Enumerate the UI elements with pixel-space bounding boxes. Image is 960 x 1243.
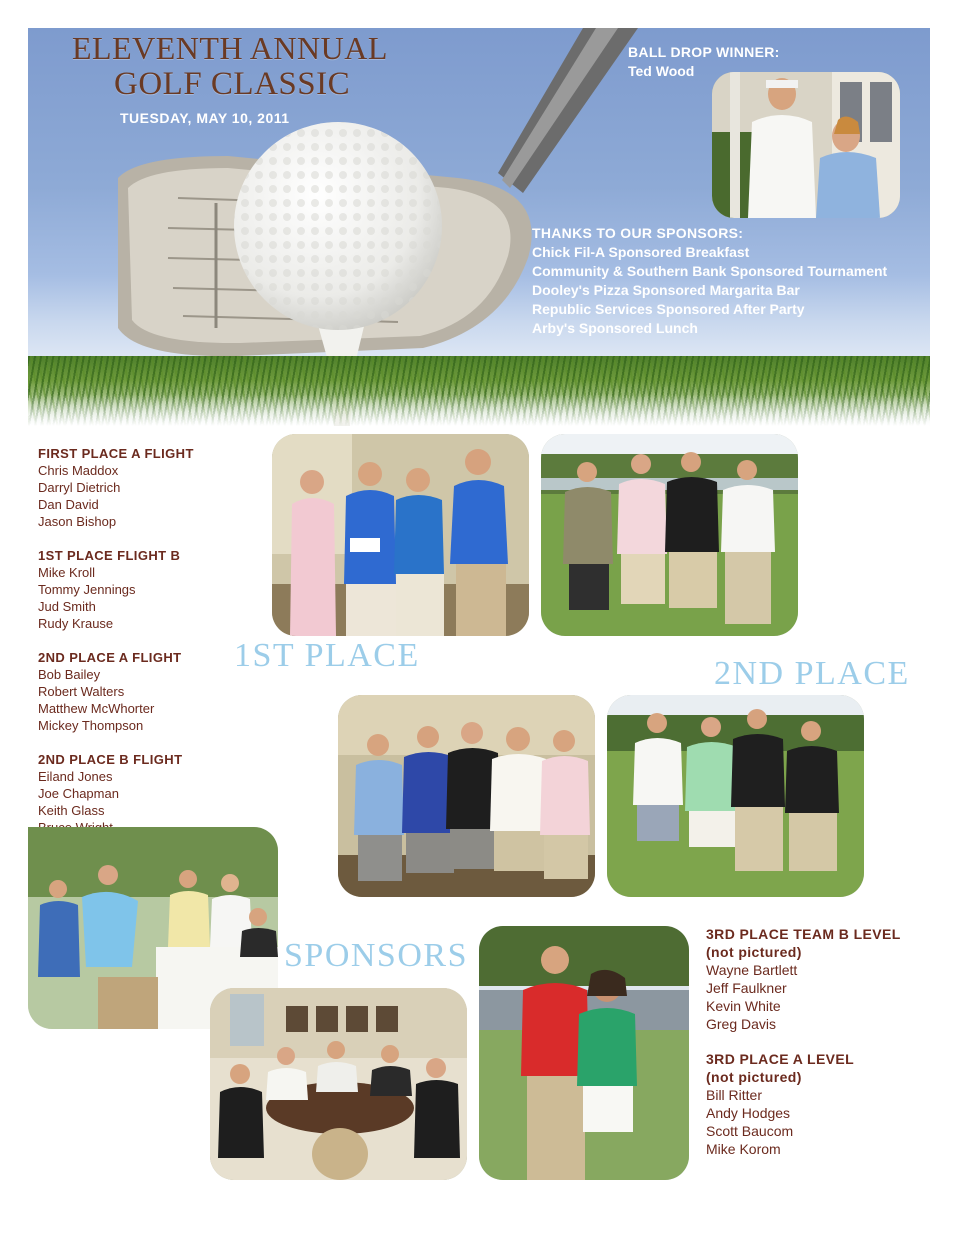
second-place-photo-a <box>338 695 595 897</box>
player-name: Jud Smith <box>38 599 96 614</box>
player-name: Scott Baucom <box>706 1123 794 1139</box>
player-name: Kevin White <box>706 998 781 1014</box>
sponsors-label: SPONSORS <box>284 937 468 974</box>
flight-heading: 1ST PLACE FLIGHT B <box>38 548 181 563</box>
player-name: Joe Chapman <box>38 786 119 801</box>
sponsor-line: Republic Services Sponsored After Party <box>532 301 805 317</box>
second-place-photo-b <box>607 695 864 897</box>
player-name: Bill Ritter <box>706 1087 763 1103</box>
player-name: Mickey Thompson <box>38 718 144 733</box>
player-name: Keith Glass <box>38 803 105 818</box>
player-name: Jason Bishop <box>38 514 117 529</box>
player-name: Darryl Dietrich <box>38 480 121 495</box>
player-name: Wayne Bartlett <box>706 962 798 978</box>
first-place-photo-b <box>541 434 798 636</box>
third-place-heading: 3RD PLACE A LEVEL <box>706 1051 855 1067</box>
flight-heading: 2ND PLACE B FLIGHT <box>38 752 183 767</box>
sponsor-pair-photo <box>479 926 689 1180</box>
not-pictured-note: (not pictured) <box>706 944 802 960</box>
ball-drop-photo <box>712 72 900 218</box>
sponsors-thanks-block <box>532 224 930 338</box>
first-place-photo-a <box>272 434 529 636</box>
not-pictured-note: (not pictured) <box>706 1069 802 1085</box>
grass-strip <box>28 356 930 426</box>
sponsor-line: Community & Southern Bank Sponsored Tournament <box>532 263 888 279</box>
event-title-line2: GOLF CLASSIC <box>114 66 351 102</box>
player-name: Mike Korom <box>706 1141 781 1157</box>
event-title-line1: ELEVENTH ANNUAL <box>72 30 388 66</box>
player-name: Jeff Faulkner <box>706 980 787 996</box>
player-name: Andy Hodges <box>706 1105 791 1121</box>
flight-heading: 2ND PLACE A FLIGHT <box>38 650 182 665</box>
player-name: Bob Bailey <box>38 667 101 682</box>
player-name: Robert Walters <box>38 684 125 699</box>
second-place-label: 2ND PLACE <box>714 655 910 692</box>
player-name: Greg Davis <box>706 1016 777 1032</box>
player-name: Tommy Jennings <box>38 582 136 597</box>
player-name: Matthew McWhorter <box>38 701 155 716</box>
flight-list-2 <box>38 547 238 632</box>
header-banner <box>28 28 930 426</box>
first-place-label: 1ST PLACE <box>234 637 420 674</box>
flight-heading: FIRST PLACE A FLIGHT <box>38 446 194 461</box>
sponsor-line: Arby's Sponsored Lunch <box>532 320 698 336</box>
player-name: Eiland Jones <box>38 769 113 784</box>
third-place-heading: 3RD PLACE TEAM B LEVEL <box>706 926 901 942</box>
player-name: Mike Kroll <box>38 565 96 580</box>
sponsor-line: Chick Fil-A Sponsored Breakfast <box>532 244 750 260</box>
flight-list-3 <box>38 649 238 734</box>
dinner-photo <box>210 988 467 1180</box>
ball-drop-winner: Ted Wood <box>628 63 695 79</box>
ball-drop-label: BALL DROP WINNER: <box>628 44 780 60</box>
event-date: TUESDAY, MAY 10, 2011 <box>120 110 290 126</box>
third-place-list-a <box>706 1050 936 1158</box>
sponsor-line: Dooley's Pizza Sponsored Margarita Bar <box>532 282 800 298</box>
sponsors-heading: THANKS TO OUR SPONSORS: <box>532 225 744 241</box>
player-name: Rudy Krause <box>38 616 114 631</box>
player-name: Chris Maddox <box>38 463 119 478</box>
flight-list-4 <box>38 751 238 836</box>
third-place-list-b <box>706 925 936 1033</box>
player-name: Dan David <box>38 497 99 512</box>
flight-list-1 <box>38 445 238 530</box>
